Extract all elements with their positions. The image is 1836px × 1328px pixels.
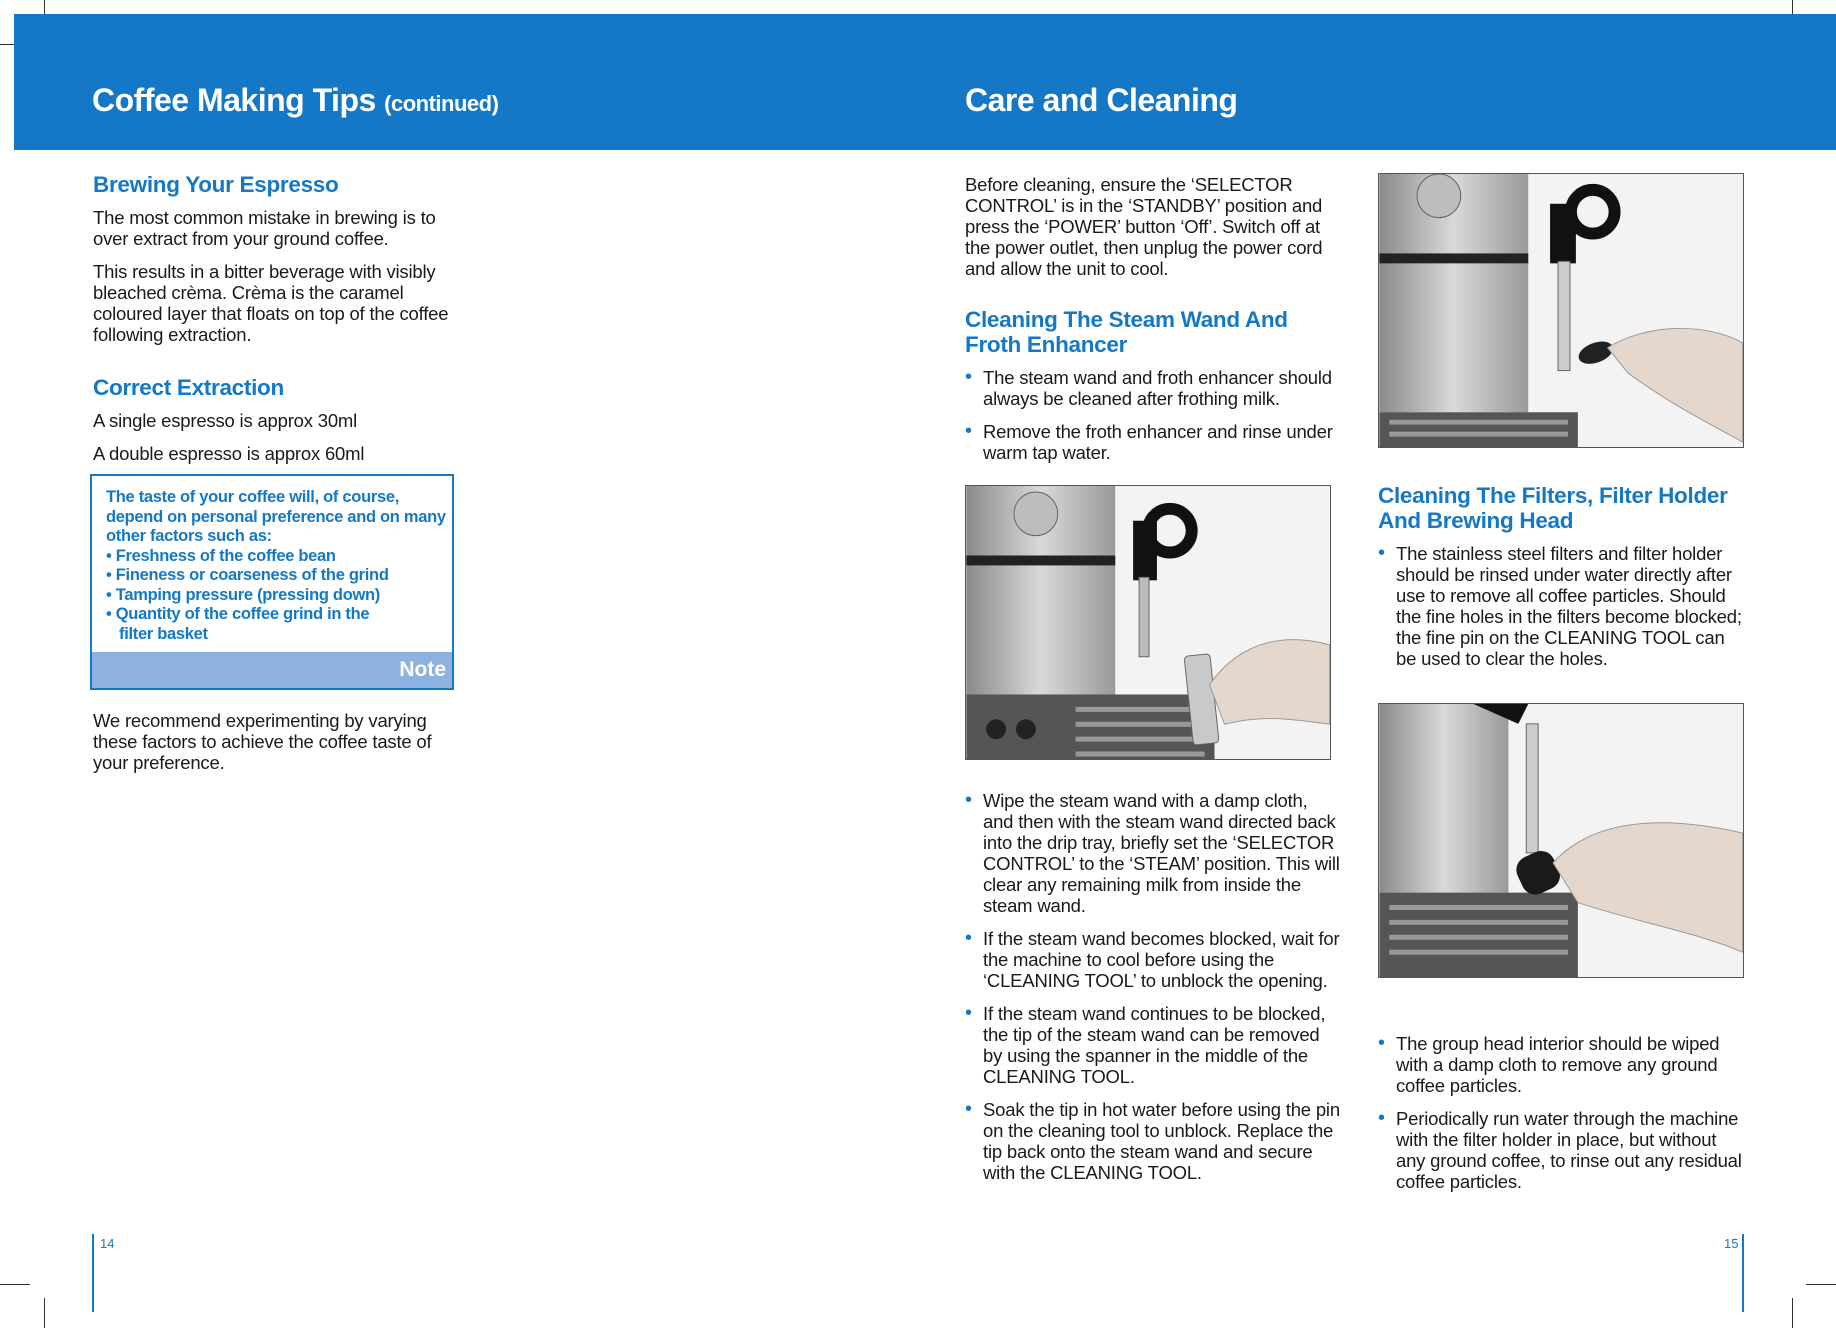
brewing-paragraph-1: The most common mistake in brewing is to over extract from your ground coffee. — [93, 207, 436, 249]
filters-bullets-bottom — [1378, 1033, 1748, 1192]
filters-bullets-top — [1378, 543, 1748, 669]
filters-heading: Cleaning The Filters, Filter Holder And Brewing Head — [1378, 483, 1728, 533]
bullet-item: • The stainless steel filters and filter holder should be rinsed under water directly after use to remove all coffee particles. Should the fine holes in the filters become blocked; the fine pin on the CLEANING TOOL can be used to clear the holes. — [1378, 543, 1748, 669]
bullet-item: • Soak the tip in hot water before using the pin on the cleaning tool to unblock. Replace the tip back onto the steam wand and secure with the CLEANING TOOL. — [965, 1099, 1340, 1183]
recommend-block — [93, 710, 448, 785]
page-number-right: 15 — [1724, 1236, 1739, 1251]
steam-bullets-top — [965, 367, 1340, 463]
bullet-item: • Wipe the steam wand with a damp cloth, and then with the steam wand directed back into the drip tray, briefly set the ‘SELECTOR CONTROL’ to the ‘STEAM’ position. This will clear any remaining milk from inside the steam wand. — [965, 790, 1340, 916]
bullet-item: • Periodically run water through the machine with the filter holder in place, but without any ground coffee, to rinse out any residual coffee particles. — [1378, 1108, 1748, 1192]
note-intro: The taste of your coffee will, of course, depend on personal preference and on many other factors such as: — [106, 488, 446, 545]
care-column-2-top — [1378, 483, 1748, 681]
froth-enhancer-photo — [1378, 173, 1744, 448]
left-title-suffix: (continued) — [384, 91, 499, 116]
left-title-text: Coffee Making Tips — [92, 82, 376, 118]
note-list — [106, 547, 446, 645]
care-column-2-bottom — [1378, 1033, 1748, 1204]
care-column-1-bottom — [965, 790, 1340, 1195]
note-item: • Quantity of the coffee grind in the filter basket — [106, 605, 379, 644]
page-number-rule — [92, 1234, 94, 1312]
crop-mark — [44, 1298, 45, 1328]
left-page-title — [92, 82, 498, 119]
cleaning-tool-photo — [1378, 703, 1744, 978]
left-column — [93, 172, 463, 476]
extraction-single: A single espresso is approx 30ml — [93, 410, 358, 431]
crop-mark — [1792, 1298, 1793, 1328]
bullet-item: • If the steam wand becomes blocked, wait for the machine to cool before using the ‘CLEANING TOOL’ to unblock the opening. — [965, 928, 1340, 991]
brewing-heading: Brewing Your Espresso — [93, 172, 339, 197]
extraction-heading: Correct Extraction — [93, 375, 284, 400]
note-label: Note — [399, 658, 446, 681]
note-item: • Fineness or coarseness of the grind — [106, 566, 446, 586]
bullet-item: • Remove the froth enhancer and rinse under warm tap water. — [965, 421, 1340, 463]
froth-enhancer-illustration — [1379, 174, 1743, 447]
note-item: • Freshness of the coffee bean — [106, 547, 446, 567]
steam-bullets-bottom — [965, 790, 1340, 1183]
extraction-double: A double espresso is approx 60ml — [93, 443, 365, 464]
right-page-title: Care and Cleaning — [965, 82, 1238, 118]
note-item: • Tamping pressure (pressing down) — [106, 586, 446, 606]
bullet-item: • If the steam wand continues to be blocked, the tip of the steam wand can be removed by using the spanner in the middle of the CLEANING TOOL. — [965, 1003, 1340, 1087]
page-number-rule — [1742, 1234, 1744, 1312]
crop-mark — [0, 1284, 30, 1285]
note-box — [90, 474, 454, 690]
brewing-paragraph-2: This results in a bitter beverage with visibly bleached crèma. Crèma is the caramel coloured layer that floats on top of the coffee following extraction. — [93, 261, 449, 345]
steam-wand-illustration — [966, 486, 1330, 759]
cleaning-tool-illustration — [1379, 704, 1743, 977]
care-column-1-top — [965, 174, 1340, 475]
bullet-item: • The steam wand and froth enhancer should always be cleaned after frothing milk. — [965, 367, 1340, 409]
crop-mark — [1806, 1284, 1836, 1285]
bullet-item: • The group head interior should be wiped with a damp cloth to remove any ground coffee particles. — [1378, 1033, 1748, 1096]
steam-wand-photo — [965, 485, 1331, 760]
recommend-paragraph: We recommend experimenting by varying these factors to achieve the coffee taste of your preference. — [93, 710, 432, 773]
page-number-left: 14 — [100, 1236, 115, 1251]
steam-heading: Cleaning The Steam Wand And Froth Enhancer — [965, 307, 1288, 357]
note-footer — [92, 652, 452, 688]
note-content — [106, 488, 446, 644]
care-intro: Before cleaning, ensure the ‘SELECTOR CONTROL’ is in the ‘STANDBY’ position and press the ‘POWER’ button ‘Off’. Switch off at the power outlet, then unplug the power cord and allow the unit to cool. — [965, 174, 1323, 279]
